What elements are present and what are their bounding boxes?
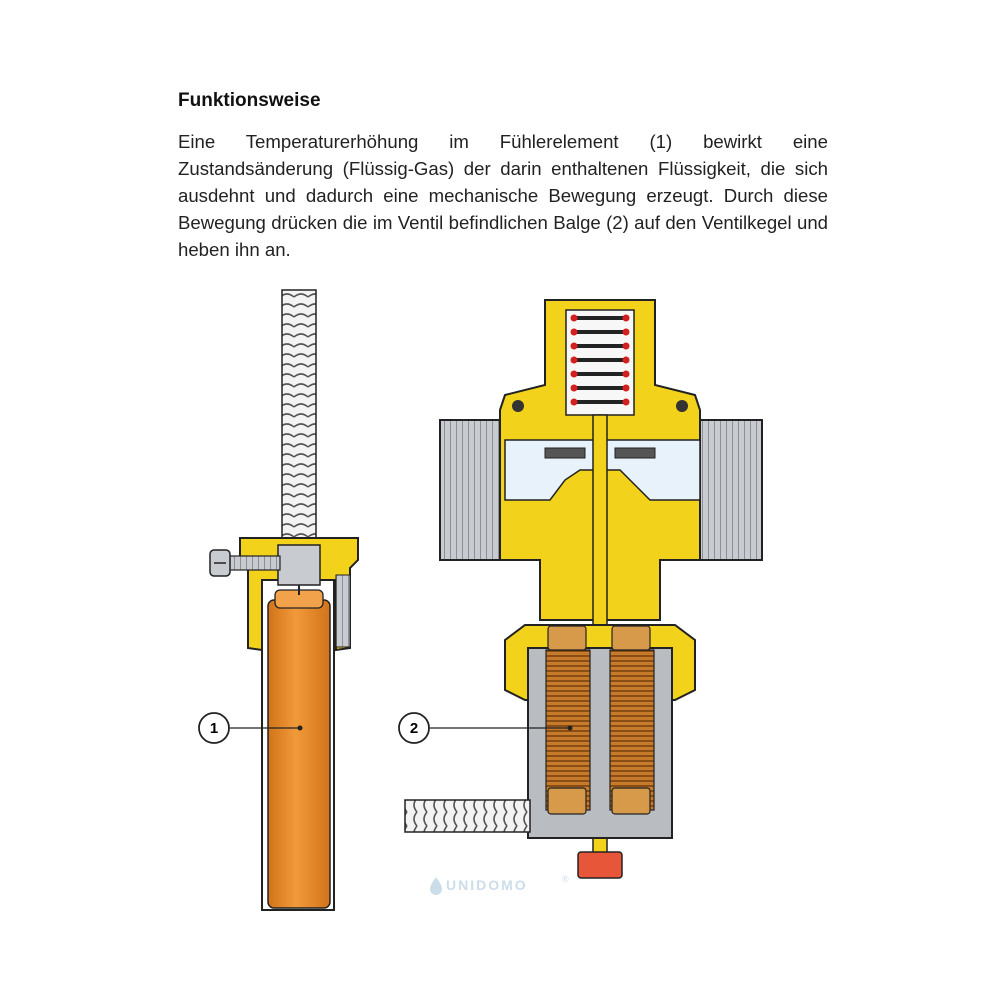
inlet-port-thread <box>440 420 506 560</box>
capillary-braid-top <box>282 290 316 545</box>
o-ring-left <box>512 400 524 412</box>
section-heading: Funktionsweise <box>178 90 321 111</box>
description-paragraph: Eine Temperaturerhöhung im Fühlerelement (1) bewirkt eine Zustandsänderung (Flüssig-Gas) der darin enthaltenen Flüssigkeit, die sich ausdehnt und dadurch eine mechanische Bewegung erzeugt. Durch diese Bewegung drücken die im Ventil befindlichen Balge (2) auf den Ventilkegel und heben ihn an. <box>178 131 828 260</box>
watermark-text: UNIDOMO <box>446 877 528 893</box>
callout-1-label: 1 <box>209 720 219 737</box>
watermark <box>430 874 569 895</box>
droplet-icon <box>430 877 442 895</box>
callout-2-label: 2 <box>409 720 419 737</box>
capillary-braid-bottom <box>405 800 530 832</box>
bellows-left <box>546 650 590 810</box>
outlet-port-thread <box>696 420 762 560</box>
bellows-cap-right <box>612 626 650 650</box>
valve-seat-left <box>545 448 585 458</box>
clamp-block <box>278 545 320 585</box>
sensor-thread <box>336 575 350 647</box>
valve-body <box>405 300 762 878</box>
bellows-cap-left <box>548 626 586 650</box>
bellows-base-left <box>548 788 586 814</box>
sensor-element <box>210 290 358 910</box>
bellows-right <box>610 650 654 810</box>
copper-bulb <box>268 600 330 908</box>
o-ring-right <box>676 400 688 412</box>
valve-seat-right <box>615 448 655 458</box>
bellows-base-right <box>612 788 650 814</box>
watermark-registered: ® <box>562 874 569 884</box>
adjust-knob <box>578 852 622 878</box>
